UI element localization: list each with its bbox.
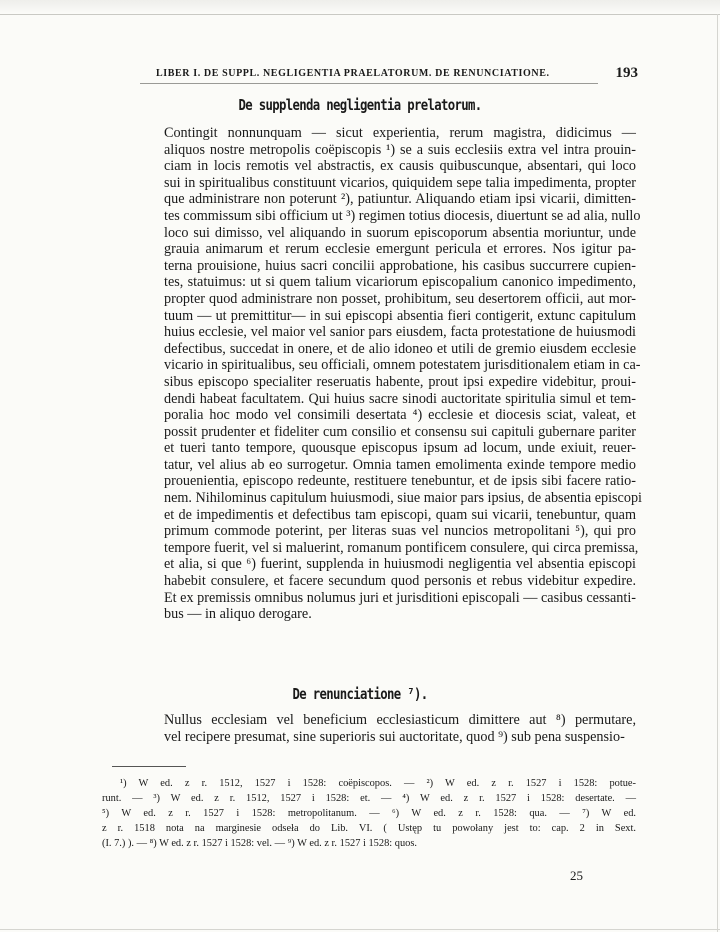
text-line: tempore fuerit, vel si maluerint, romanum pontificem consulere, qui circa premissa, xyxy=(164,539,639,556)
text-line: propter quod administrare non posset, prohibitum, seu desertorem officii, aut mor- xyxy=(164,290,636,307)
text-line: tuum — ut premittitur— in sui episcopi absentia fieri contigerit, extunc capitulum xyxy=(164,307,636,324)
text-line: poralia hoc modo vel consimili desertata ⁴) ecclesie et diocesis sciat, valeat, et xyxy=(164,407,636,424)
text-line: huius ecclesie, vel maior vel sanior pars eiusdem, facta protestatione de huiusmodi xyxy=(164,324,636,341)
text-line: loco sui dimisso, vel aliquando in suorum episcoporum absentia moriuntur, unde xyxy=(164,224,636,241)
text-line: sui in spiritualibus constituunt vicarios, quiquidem sepe talia impedimenta, propter xyxy=(164,174,636,191)
text-line: primum commode poterint, per literas suas vel nuncios metropolitani ⁵), qui pro xyxy=(164,523,636,540)
text-line: dendi habeat facultatem. Qui huius sacre sinodi auctoritate spiritulia simul et tem- xyxy=(164,390,636,407)
text-line: et alia, si que ⁶) fuerint, supplenda in huiusmodi negligentia vel absentia episcopi xyxy=(164,556,636,573)
text-line: tatur, vel alius ab eo surrogetur. Omnia tamen emolimenta exinde tempore medio xyxy=(164,456,636,473)
text-line: aliquos nostre metropolis coëpiscopis ¹) se a suis ecclesiis extra vel intra prouin- xyxy=(164,141,636,158)
text-line: tes, statuimus: ut si quem talium vicariorum episcopalium canonico impedimento, xyxy=(164,274,636,291)
text-line: que administrare non poterunt ²), patiuntur. Aliquando etiam ipsi vicarii, dimitten- xyxy=(164,191,636,208)
paragraph-negligentia xyxy=(102,125,642,623)
running-title: LIBER I. DE SUPPL. NEGLIGENTIA PRAELATORUM. DE RENUNCIATIONE. xyxy=(156,68,550,79)
section-heading-renunciatione: De renunciatione ⁷). xyxy=(292,685,428,703)
page-top-edge xyxy=(0,0,720,15)
text-line: (I. 7.) ). — ⁸) W ed. z r. 1527 i 1528: vel. — ⁹) W ed. z r. 1527 i 1528: quos. xyxy=(102,838,417,849)
running-head-rule xyxy=(140,83,598,84)
text-line: et de impedimentis et defectibus tam episcopi, quam sui vicarii, tenebuntur, quam xyxy=(164,506,636,523)
text-line: defectibus, succedat in onere, et de alio idoneo et utili de gremio eiusdem ecclesie xyxy=(164,340,636,357)
paragraph-renunciatione xyxy=(102,712,636,745)
text-line: et tueri tanto tempore, quousque episcopus ipsum ad locum, unde exiuit, reuer- xyxy=(164,440,636,457)
section-heading-negligentia: De supplenda negligentia prelatorum. xyxy=(238,96,482,114)
footnotes xyxy=(102,776,636,851)
text-line: vicario in spiritualibus, seu officiali, omnem potestatem jurisditionalem etiam in ca- xyxy=(164,357,641,374)
text-line: habebit consulere, et facere secundum quod personis et rebus videbitur expedire. xyxy=(164,573,636,590)
footnote-rule xyxy=(112,766,186,767)
text-line: Et ex premissis omnibus nolumus juri et jurisditioni episcopali — casibus cessanti- xyxy=(164,589,636,606)
text-line: vel recipere presumat, sine superioris sui auctoritate, quod ⁹) sub pena suspensio- xyxy=(164,728,625,745)
page-number: 193 xyxy=(615,65,638,81)
text-line: sibus episcopo specialiter reseruatis habente, prout ipsi expedire videbitur, proui- xyxy=(164,373,636,390)
text-line: prouenientia, episcopo redeunte, restituere tenebuntur, et de ipsis sibi facere ratio- xyxy=(164,473,636,490)
text-line: Nullus ecclesiam vel beneficium ecclesiasticum dimittere aut ⁸) permutare, xyxy=(164,712,636,728)
text-line: tes commissum sibi officium ut ³) regimen totius diocesis, diuertunt se ad alia, nullo xyxy=(164,207,641,224)
text-line: Contingit nonnunquam — sicut experientia, rerum magistra, didicimus — xyxy=(164,125,636,141)
text-line: ⁵) W ed. z r. 1527 i 1528: metropolitanum. — ⁶) W ed. z r. 1528: qua. — ⁷) W ed. xyxy=(102,808,636,819)
text-line: runt. — ³) W ed. z r. 1512, 1527 i 1528: et. — ⁴) W ed. z r. 1527 i 1528: desertate. — xyxy=(102,793,636,804)
text-line: terna prouisione, huius sacri concilii approbatione, his casibus succurrere cupien- xyxy=(164,257,636,274)
text-line: nem. Nihilominus capitulum huiusmodi, siue maior pars ipsius, de absentia episcopi xyxy=(164,490,642,507)
signature-mark: 25 xyxy=(570,868,583,883)
text-line: z r. 1518 nota na marginesie odseła do Lib. VI. ( Ustęp tu powołany jest to: cap. 2 in Sext. xyxy=(102,823,636,834)
page-bottom-edge xyxy=(0,929,720,930)
running-head xyxy=(100,67,638,83)
text-line: possit prudenter et fideliter cum consilio et consensu sui capituli gubernare pariter xyxy=(164,423,636,440)
text-line: ciam in locis remotis vel abstractis, ex causis quibuscunque, absentari, qui loco xyxy=(164,158,636,175)
text-line: ¹) W ed. z r. 1512, 1527 i 1528: coëpiscopos. — ²) W ed. z r. 1527 i 1528: potue- xyxy=(120,778,636,789)
text-line: grauia animarum et rerum ecclesie emergunt pericula et errores. Nos igitur pa- xyxy=(164,241,636,258)
page-right-edge xyxy=(717,14,718,932)
text-line: bus — in aliquo derogare. xyxy=(164,606,312,623)
